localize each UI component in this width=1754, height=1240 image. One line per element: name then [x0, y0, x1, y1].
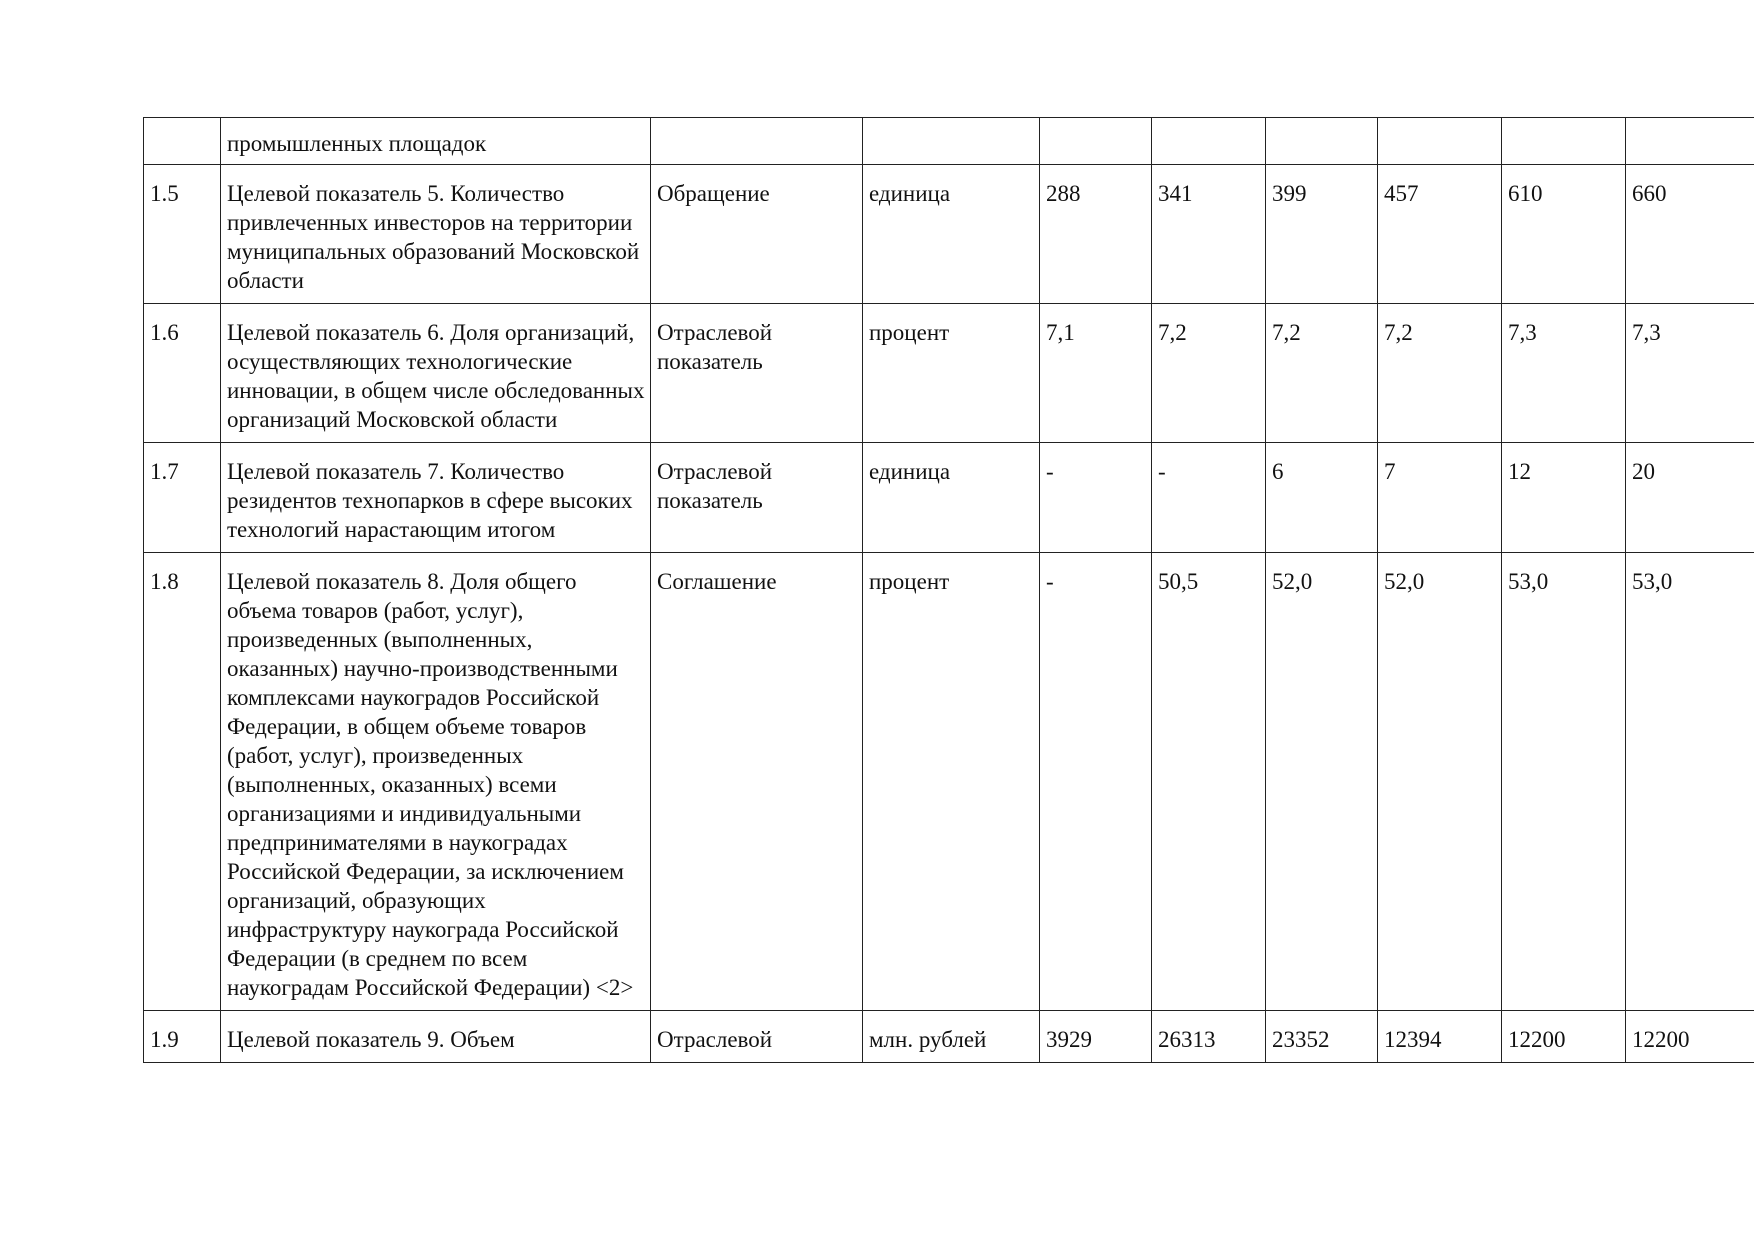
- value-cell: -: [1040, 443, 1152, 553]
- row-number: 1.8: [144, 553, 221, 1011]
- table-row: [144, 553, 1754, 1011]
- table-row: [144, 165, 1754, 304]
- value-cell: 50,5: [1152, 553, 1266, 1011]
- indicator-unit: процент: [863, 553, 1040, 1011]
- indicators-table-wrapper: [143, 117, 1754, 1173]
- table-row: [144, 118, 1754, 165]
- value-cell: 7,1: [1040, 304, 1152, 443]
- indicator-name: промышленных площадок: [221, 118, 651, 165]
- value-cell: 23352: [1266, 1011, 1378, 1063]
- value-cell: 7,2: [1378, 304, 1502, 443]
- indicator-unit: [863, 118, 1040, 165]
- indicator-source: [651, 118, 863, 165]
- value-cell: [1040, 118, 1152, 165]
- value-cell: 52,0: [1378, 553, 1502, 1011]
- value-cell: 12200: [1626, 1011, 1754, 1063]
- indicator-unit: единица: [863, 165, 1040, 304]
- indicator-unit: процент: [863, 304, 1040, 443]
- indicator-name: Целевой показатель 6. Доля организаций, осуществляющих технологические инновации, в общем числе обследованных организаций Московской области: [221, 304, 651, 443]
- indicator-name: Целевой показатель 9. Объем: [221, 1011, 651, 1063]
- indicator-source: Отраслевой: [651, 1011, 863, 1063]
- indicator-name: Целевой показатель 8. Доля общего объема товаров (работ, услуг), произведенных (выполненных, оказанных) научно-производственными комплексами наукоградов Российской Федерации, в общем объеме товаров (работ, услуг), произведенных (выполненных, оказанных) всеми организациями и индивидуальными предпринимателями в наукоградах Российской Федерации, за исключением организаций, образующих инфраструктуру наукограда Российской Федерации (в среднем по всем наукоградам Российской Федерации) <2>: [221, 553, 651, 1011]
- value-cell: 7,3: [1626, 304, 1754, 443]
- value-cell: 7,2: [1266, 304, 1378, 443]
- indicator-source: Обращение: [651, 165, 863, 304]
- value-cell: 288: [1040, 165, 1152, 304]
- indicator-source: Отраслевой показатель: [651, 304, 863, 443]
- value-cell: 12: [1502, 443, 1626, 553]
- indicator-unit: единица: [863, 443, 1040, 553]
- row-number: 1.7: [144, 443, 221, 553]
- value-cell: 26313: [1152, 1011, 1266, 1063]
- row-number: [144, 118, 221, 165]
- value-cell: 12394: [1378, 1011, 1502, 1063]
- value-cell: 6: [1266, 443, 1378, 553]
- value-cell: 660: [1626, 165, 1754, 304]
- value-cell: [1502, 118, 1626, 165]
- row-number: 1.9: [144, 1011, 221, 1063]
- indicator-name: Целевой показатель 5. Количество привлеченных инвесторов на территории муниципальных образований Московской области: [221, 165, 651, 304]
- value-cell: [1152, 118, 1266, 165]
- table-row: [144, 443, 1754, 553]
- indicators-table: [143, 117, 1754, 1063]
- value-cell: 7: [1378, 443, 1502, 553]
- value-cell: 53,0: [1502, 553, 1626, 1011]
- value-cell: 53,0: [1626, 553, 1754, 1011]
- indicator-unit: млн. рублей: [863, 1011, 1040, 1063]
- value-cell: 610: [1502, 165, 1626, 304]
- value-cell: 3929: [1040, 1011, 1152, 1063]
- value-cell: 52,0: [1266, 553, 1378, 1011]
- row-number: 1.5: [144, 165, 221, 304]
- table-row: [144, 1011, 1754, 1063]
- indicator-source: Соглашение: [651, 553, 863, 1011]
- value-cell: 7,3: [1502, 304, 1626, 443]
- value-cell: 20: [1626, 443, 1754, 553]
- value-cell: -: [1152, 443, 1266, 553]
- value-cell: [1378, 118, 1502, 165]
- value-cell: 12200: [1502, 1011, 1626, 1063]
- table-row: [144, 304, 1754, 443]
- value-cell: 7,2: [1152, 304, 1266, 443]
- value-cell: 457: [1378, 165, 1502, 304]
- value-cell: 399: [1266, 165, 1378, 304]
- indicator-source: Отраслевой показатель: [651, 443, 863, 553]
- value-cell: -: [1040, 553, 1152, 1011]
- value-cell: [1266, 118, 1378, 165]
- value-cell: 341: [1152, 165, 1266, 304]
- indicator-name: Целевой показатель 7. Количество резидентов технопарков в сфере высоких технологий нарастающим итогом: [221, 443, 651, 553]
- value-cell: [1626, 118, 1754, 165]
- row-number: 1.6: [144, 304, 221, 443]
